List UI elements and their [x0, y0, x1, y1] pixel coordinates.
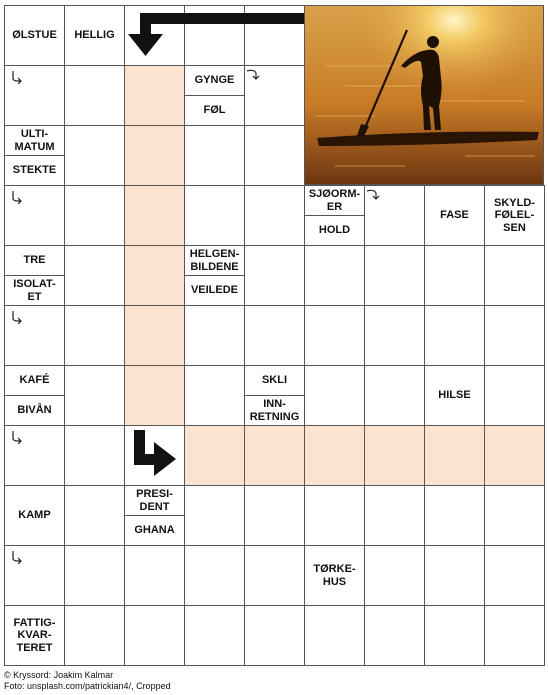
- answer-cell-highlighted[interactable]: [124, 125, 185, 186]
- clue-cell: [4, 125, 65, 186]
- clue-cell: [124, 485, 185, 546]
- answer-cell[interactable]: [64, 125, 125, 186]
- answer-cell[interactable]: [184, 125, 245, 186]
- clue-text: HILSE: [438, 389, 471, 402]
- answer-cell[interactable]: [424, 245, 485, 306]
- answer-cell[interactable]: [364, 545, 425, 606]
- clue-text: SKLI: [261, 374, 288, 387]
- clue-cell: [4, 485, 65, 546]
- clue-text: BIVÅN: [5, 395, 64, 425]
- clue-text: ISOLAT- ET: [5, 275, 64, 305]
- clue-cell: [424, 185, 485, 246]
- clue-cell: [424, 365, 485, 426]
- clue-cell: [244, 365, 305, 426]
- answer-cell[interactable]: [364, 485, 425, 546]
- clue-text: ØLSTUE: [12, 29, 57, 42]
- answer-cell-highlighted[interactable]: [244, 425, 305, 486]
- clue-cell: [4, 245, 65, 306]
- clue-text: SKYLD- FØLEL- SEN: [494, 196, 535, 234]
- clue-text: TØRKE- HUS: [313, 562, 356, 588]
- answer-cell[interactable]: [484, 485, 545, 546]
- answer-cell[interactable]: [64, 545, 125, 606]
- answer-cell[interactable]: [244, 485, 305, 546]
- answer-cell[interactable]: [124, 605, 185, 666]
- arrow-left-down-icon: [126, 8, 306, 60]
- answer-cell[interactable]: [184, 185, 245, 246]
- answer-cell[interactable]: [64, 485, 125, 546]
- answer-cell[interactable]: [184, 545, 245, 606]
- answer-cell-highlighted[interactable]: [484, 425, 545, 486]
- clue-text: STEKTE: [5, 155, 64, 185]
- answer-cell[interactable]: [364, 305, 425, 366]
- answer-cell-highlighted[interactable]: [124, 185, 185, 246]
- clue-text: FASE: [440, 209, 469, 222]
- answer-cell[interactable]: [484, 305, 545, 366]
- answer-cell[interactable]: [4, 185, 65, 246]
- answer-cell[interactable]: [64, 305, 125, 366]
- answer-cell[interactable]: [4, 425, 65, 486]
- answer-cell[interactable]: [484, 365, 545, 426]
- clue-cell: [4, 365, 65, 426]
- answer-cell[interactable]: [4, 545, 65, 606]
- answer-cell[interactable]: [424, 545, 485, 606]
- answer-cell[interactable]: [484, 245, 545, 306]
- answer-cell[interactable]: [484, 545, 545, 606]
- answer-cell-highlighted[interactable]: [364, 425, 425, 486]
- answer-cell-highlighted[interactable]: [424, 425, 485, 486]
- answer-cell[interactable]: [244, 185, 305, 246]
- puzzle-photo: [304, 5, 544, 185]
- answer-cell[interactable]: [364, 365, 425, 426]
- clue-text: GHANA: [125, 515, 184, 545]
- clue-text: SJØORM- ER: [308, 187, 361, 213]
- clue-cell: [4, 5, 65, 66]
- clue-cell: [64, 5, 125, 66]
- credits-puzzle-author: © Kryssord: Joakim Kalmar: [4, 670, 114, 680]
- credits: [4, 670, 171, 692]
- answer-cell-highlighted[interactable]: [184, 425, 245, 486]
- answer-cell[interactable]: [184, 485, 245, 546]
- clue-cell: [4, 605, 65, 666]
- hook-arrow-right-icon: [10, 430, 24, 444]
- answer-cell-highlighted[interactable]: [124, 65, 185, 126]
- clue-text: PRESI- DENT: [136, 487, 173, 513]
- answer-cell[interactable]: [244, 605, 305, 666]
- answer-cell[interactable]: [4, 65, 65, 126]
- answer-cell[interactable]: [424, 605, 485, 666]
- answer-cell[interactable]: [484, 605, 545, 666]
- answer-cell[interactable]: [64, 365, 125, 426]
- clue-cell: [304, 545, 365, 606]
- answer-cell-highlighted[interactable]: [124, 365, 185, 426]
- answer-cell[interactable]: [364, 605, 425, 666]
- answer-cell[interactable]: [304, 305, 365, 366]
- hook-arrow-right-icon: [10, 310, 24, 324]
- answer-cell[interactable]: [184, 365, 245, 426]
- hook-arrow-right-icon: [10, 190, 24, 204]
- answer-cell[interactable]: [424, 485, 485, 546]
- answer-cell[interactable]: [64, 245, 125, 306]
- clue-cell: [184, 65, 245, 126]
- clue-cell: [304, 185, 365, 246]
- clue-text: FØL: [185, 95, 244, 125]
- clue-text: HELLIG: [74, 29, 115, 42]
- answer-cell[interactable]: [304, 485, 365, 546]
- answer-cell[interactable]: [244, 125, 305, 186]
- clue-text: FATTIG- KVAR- TERET: [13, 616, 56, 654]
- answer-cell[interactable]: [364, 245, 425, 306]
- answer-cell-highlighted[interactable]: [124, 245, 185, 306]
- answer-cell[interactable]: [64, 425, 125, 486]
- answer-cell[interactable]: [424, 305, 485, 366]
- curved-arrow-down-icon: [246, 68, 262, 82]
- clue-text: INN- RETNING: [245, 395, 304, 425]
- clue-text: KAMP: [18, 509, 51, 522]
- answer-cell[interactable]: [64, 65, 125, 126]
- answer-cell[interactable]: [244, 305, 305, 366]
- answer-cell[interactable]: [244, 245, 305, 306]
- clue-text: TRE: [23, 254, 46, 267]
- hook-arrow-right-icon: [10, 550, 24, 564]
- clue-text: KAFÉ: [19, 374, 50, 387]
- credits-photo-source: Foto: unsplash.com/patrickian4/, Cropped: [4, 681, 171, 691]
- clue-text: HELGEN- BILDENE: [189, 247, 240, 273]
- answer-cell[interactable]: [244, 545, 305, 606]
- clue-cell: [184, 245, 245, 306]
- clue-cell: [484, 185, 545, 246]
- clue-text: ULTI- MATUM: [14, 127, 55, 153]
- clue-text: GYNGE: [194, 74, 235, 87]
- answer-cell[interactable]: [4, 305, 65, 366]
- curved-arrow-down-icon: [366, 188, 382, 202]
- answer-cell[interactable]: [304, 365, 365, 426]
- answer-cell[interactable]: [64, 185, 125, 246]
- answer-cell[interactable]: [304, 605, 365, 666]
- arrow-down-right-icon: [128, 428, 180, 480]
- clue-text: HOLD: [305, 215, 364, 245]
- answer-cell-highlighted[interactable]: [304, 425, 365, 486]
- answer-cell[interactable]: [304, 245, 365, 306]
- answer-cell[interactable]: [124, 545, 185, 606]
- answer-cell[interactable]: [64, 605, 125, 666]
- clue-text: VEILEDE: [185, 275, 244, 305]
- hook-arrow-right-icon: [10, 70, 24, 84]
- answer-cell-highlighted[interactable]: [124, 305, 185, 366]
- answer-cell[interactable]: [184, 305, 245, 366]
- answer-cell[interactable]: [184, 605, 245, 666]
